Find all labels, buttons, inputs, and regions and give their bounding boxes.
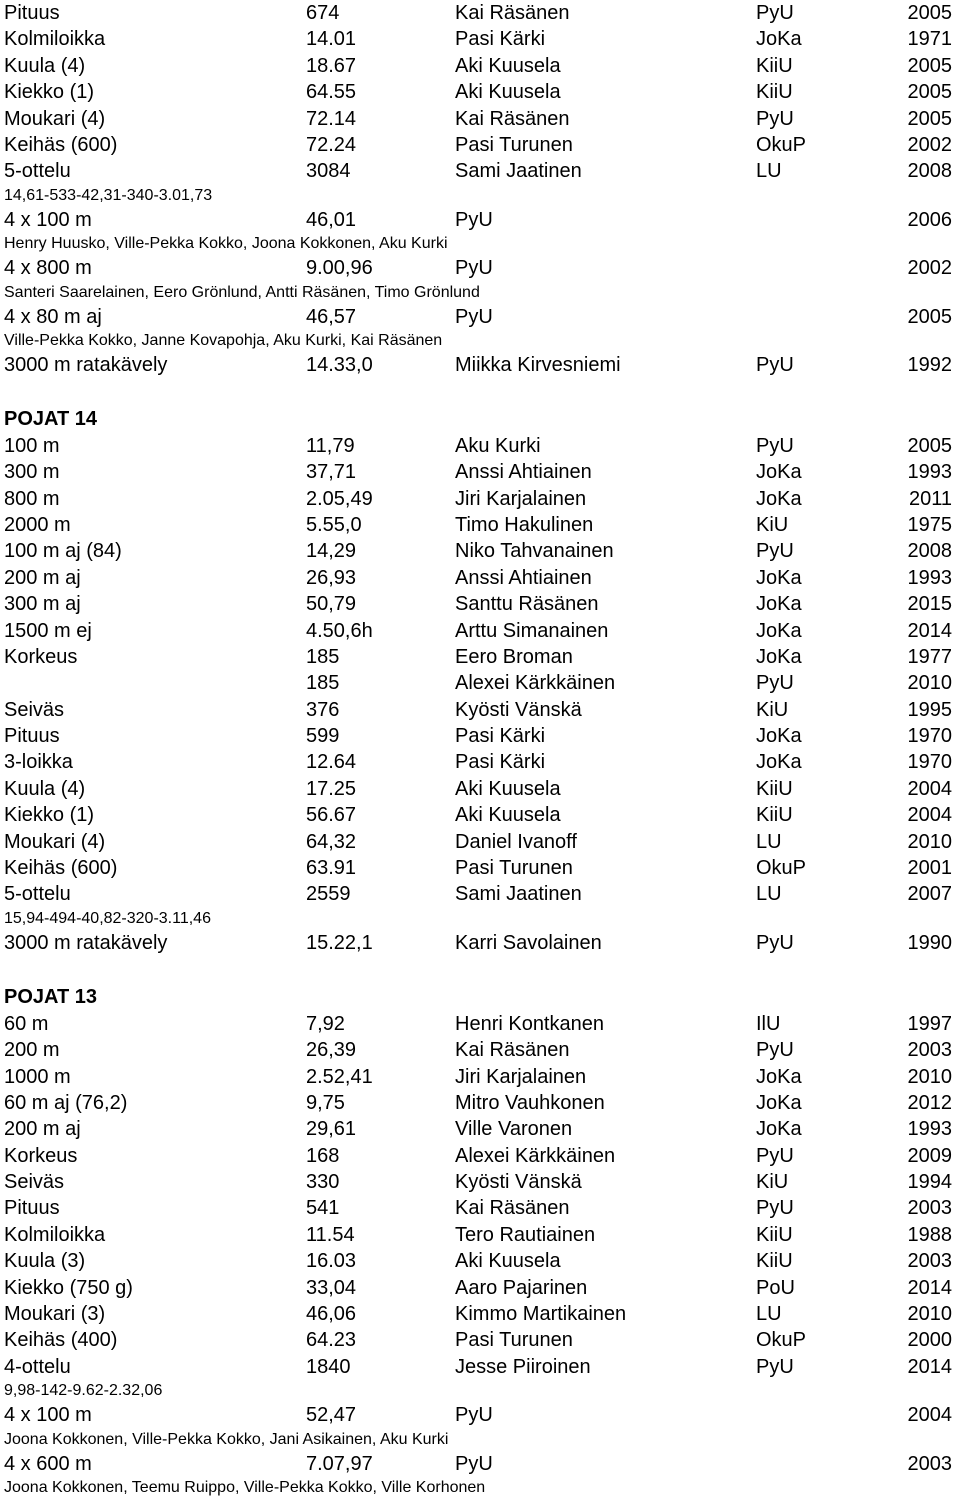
athlete-cell: Karri Savolainen xyxy=(455,931,602,954)
club-cell: LU xyxy=(756,830,782,853)
athlete-cell: Anssi Ahtiainen xyxy=(455,566,592,589)
year-cell: 2000 xyxy=(907,1329,952,1352)
year-cell: 2008 xyxy=(907,540,952,563)
record-note: 14,61-533-42,31-340-3.01,73 xyxy=(4,186,213,204)
club-cell: KiU xyxy=(756,1171,789,1194)
athlete-cell: Jesse Piiroinen xyxy=(455,1355,591,1378)
result-cell: 4.50,6h xyxy=(306,619,373,642)
record-row xyxy=(4,1222,960,1248)
club-cell: IlU xyxy=(756,1012,781,1035)
athlete-cell: Arttu Simanainen xyxy=(455,619,609,642)
record-row xyxy=(4,255,960,281)
club-cell: LU xyxy=(756,160,782,183)
athlete-cell: PyU xyxy=(455,208,493,231)
result-cell: 63.91 xyxy=(306,857,357,880)
year-cell: 1997 xyxy=(907,1012,952,1035)
club-cell: OkuP xyxy=(756,1329,807,1352)
club-cell: JoKa xyxy=(756,1091,802,1114)
year-cell: 2003 xyxy=(907,1250,952,1273)
record-row xyxy=(4,1116,960,1142)
event-cell: Kuula (4) xyxy=(4,777,86,800)
club-cell: PyU xyxy=(756,1355,794,1378)
athlete-cell: PyU xyxy=(455,1404,493,1427)
athlete-cell: Aki Kuusela xyxy=(455,54,561,77)
event-cell: 5-ottelu xyxy=(4,160,71,183)
athlete-cell: Mitro Vauhkonen xyxy=(455,1091,605,1114)
club-cell: LU xyxy=(756,883,782,906)
event-cell: Pituus xyxy=(4,2,60,24)
section-heading: POJAT 14 xyxy=(4,408,97,431)
record-row xyxy=(4,304,960,330)
event-cell: 1500 m ej xyxy=(4,619,92,642)
athlete-cell: Aki Kuusela xyxy=(455,1250,561,1273)
club-cell: PyU xyxy=(756,1039,794,1062)
club-cell: JoKa xyxy=(756,593,802,616)
year-cell: 2011 xyxy=(908,487,952,510)
record-row xyxy=(4,1248,960,1274)
event-cell: Kiekko (750 g) xyxy=(4,1276,133,1299)
result-cell: 7.07,97 xyxy=(306,1452,373,1475)
event-cell: 4 x 100 m xyxy=(4,1404,92,1427)
event-cell: Korkeus xyxy=(4,645,78,668)
event-cell: 200 m aj xyxy=(4,566,81,589)
event-cell: 60 m xyxy=(4,1012,49,1035)
event-cell: 300 m aj xyxy=(4,593,81,616)
event-cell: Kuula (3) xyxy=(4,1250,86,1273)
record-row xyxy=(4,618,960,644)
record-note: Ville-Pekka Kokko, Janne Kovapohja, Aku Kurki, Kai Räsänen xyxy=(4,331,443,349)
athlete-cell: Pasi Kärki xyxy=(455,751,546,774)
year-cell: 1970 xyxy=(907,751,952,774)
record-note: 15,94-494-40,82-320-3.11,46 xyxy=(4,909,211,927)
event-cell: 4 x 80 m aj xyxy=(4,305,102,328)
result-cell: 2559 xyxy=(306,883,351,906)
club-cell: PyU xyxy=(756,540,794,563)
year-cell: 1970 xyxy=(907,725,952,748)
event-cell: 800 m xyxy=(4,487,60,510)
result-cell: 64.23 xyxy=(306,1329,357,1352)
year-cell: 2002 xyxy=(907,133,952,156)
year-cell: 2007 xyxy=(907,883,952,906)
result-cell: 7,92 xyxy=(306,1012,345,1035)
record-row xyxy=(4,207,960,233)
record-row xyxy=(4,776,960,802)
record-row xyxy=(4,881,960,907)
record-row xyxy=(4,1090,960,1116)
record-row xyxy=(4,79,960,105)
result-cell: 52,47 xyxy=(306,1404,357,1427)
club-cell: JoKa xyxy=(756,1118,802,1141)
year-cell: 2014 xyxy=(907,1276,952,1299)
club-cell: KiiU xyxy=(756,804,793,827)
club-cell: OkuP xyxy=(756,133,807,156)
record-row xyxy=(4,1301,960,1327)
year-cell: 2005 xyxy=(907,434,952,457)
year-cell: 1993 xyxy=(907,1118,952,1141)
result-cell: 1840 xyxy=(306,1355,351,1378)
record-row xyxy=(4,106,960,132)
event-cell: Moukari (4) xyxy=(4,830,106,853)
year-cell: 2005 xyxy=(907,2,952,24)
athlete-cell: Aki Kuusela xyxy=(455,777,561,800)
club-cell: KiU xyxy=(756,513,789,536)
record-row xyxy=(4,749,960,775)
result-cell: 46,01 xyxy=(306,208,357,231)
club-cell: PyU xyxy=(756,931,794,954)
event-cell: 200 m aj xyxy=(4,1118,81,1141)
athlete-cell: Aki Kuusela xyxy=(455,81,561,104)
record-note: Santeri Saarelainen, Eero Grönlund, Antti Räsänen, Timo Grönlund xyxy=(4,283,480,301)
record-row xyxy=(4,829,960,855)
result-cell: 5.55,0 xyxy=(306,513,362,536)
year-cell: 2004 xyxy=(907,1404,952,1427)
athlete-cell: Henri Kontkanen xyxy=(455,1012,604,1035)
club-cell: PyU xyxy=(756,353,794,376)
athlete-cell: Pasi Turunen xyxy=(455,133,573,156)
athlete-cell: Sami Jaatinen xyxy=(455,883,582,906)
club-cell: JoKa xyxy=(756,619,802,642)
event-cell: 4 x 600 m xyxy=(4,1452,92,1475)
result-cell: 72.14 xyxy=(306,107,357,130)
club-cell: PyU xyxy=(756,1197,794,1220)
record-row xyxy=(4,0,960,26)
result-cell: 17.25 xyxy=(306,777,357,800)
event-cell: Moukari (4) xyxy=(4,107,106,130)
athlete-cell: Miikka Kirvesniemi xyxy=(455,353,621,376)
athlete-cell: Pasi Kärki xyxy=(455,28,546,51)
record-row xyxy=(4,1037,960,1063)
event-cell: 3000 m ratakävely xyxy=(4,931,168,954)
record-row xyxy=(4,132,960,158)
club-cell: JoKa xyxy=(756,1065,802,1088)
event-cell: 3000 m ratakävely xyxy=(4,353,168,376)
record-row xyxy=(4,930,960,956)
record-row xyxy=(4,723,960,749)
club-cell: PoU xyxy=(756,1276,795,1299)
section-heading: POJAT 13 xyxy=(4,986,97,1009)
record-row xyxy=(4,697,960,723)
event-cell: 2000 m xyxy=(4,513,71,536)
year-cell: 2010 xyxy=(907,672,952,695)
event-cell: 4 x 800 m xyxy=(4,257,92,280)
club-cell: JoKa xyxy=(756,725,802,748)
result-cell: 541 xyxy=(306,1197,340,1220)
result-cell: 2.52,41 xyxy=(306,1065,373,1088)
event-cell: Moukari (3) xyxy=(4,1303,106,1326)
record-row xyxy=(4,1064,960,1090)
record-row xyxy=(4,855,960,881)
result-cell: 50,79 xyxy=(306,593,357,616)
athlete-cell: Kyösti Vänskä xyxy=(455,698,582,721)
year-cell: 1993 xyxy=(907,461,952,484)
record-row xyxy=(4,1143,960,1169)
event-cell: 60 m aj (76,2) xyxy=(4,1091,128,1114)
year-cell: 2005 xyxy=(907,54,952,77)
year-cell: 2001 xyxy=(907,857,952,880)
result-cell: 9.00,96 xyxy=(306,257,373,280)
result-cell: 33,04 xyxy=(306,1276,357,1299)
event-cell: Keihäs (600) xyxy=(4,133,118,156)
year-cell: 2014 xyxy=(907,1355,952,1378)
event-cell: Seiväs xyxy=(4,1171,65,1194)
club-cell: PyU xyxy=(756,2,794,24)
year-cell: 2006 xyxy=(907,208,952,231)
athlete-cell: Santtu Räsänen xyxy=(455,593,599,616)
athlete-cell: Pasi Kärki xyxy=(455,725,546,748)
event-cell: Kuula (4) xyxy=(4,54,86,77)
record-row xyxy=(4,538,960,564)
year-cell: 2009 xyxy=(907,1144,952,1167)
result-cell: 168 xyxy=(306,1144,340,1167)
event-cell: 100 m aj (84) xyxy=(4,540,122,563)
record-row xyxy=(4,352,960,378)
event-cell: 100 m xyxy=(4,434,60,457)
year-cell: 2010 xyxy=(907,1065,952,1088)
year-cell: 1993 xyxy=(907,566,952,589)
athlete-cell: Alexei Kärkkäinen xyxy=(455,672,616,695)
event-cell: 1000 m xyxy=(4,1065,71,1088)
record-row xyxy=(4,1327,960,1353)
athlete-cell: Pasi Turunen xyxy=(455,857,573,880)
club-cell: OkuP xyxy=(756,857,807,880)
result-cell: 376 xyxy=(306,698,340,721)
athlete-cell: Ville Varonen xyxy=(455,1118,573,1141)
result-cell: 29,61 xyxy=(306,1118,357,1141)
record-row xyxy=(4,1275,960,1301)
event-cell: Kiekko (1) xyxy=(4,81,95,104)
year-cell: 2014 xyxy=(907,619,952,642)
club-cell: KiiU xyxy=(756,54,793,77)
club-cell: JoKa xyxy=(756,751,802,774)
result-cell: 674 xyxy=(306,2,340,24)
year-cell: 2002 xyxy=(907,257,952,280)
athlete-cell: Aki Kuusela xyxy=(455,804,561,827)
club-cell: KiiU xyxy=(756,81,793,104)
year-cell: 1975 xyxy=(907,513,952,536)
athlete-cell: Kai Räsänen xyxy=(455,107,570,130)
year-cell: 1977 xyxy=(907,645,952,668)
result-cell: 12.64 xyxy=(306,751,357,774)
event-cell: 4-ottelu xyxy=(4,1355,71,1378)
athlete-cell: PyU xyxy=(455,257,493,280)
record-row xyxy=(4,670,960,696)
result-cell: 14,29 xyxy=(306,540,357,563)
club-cell: LU xyxy=(756,1303,782,1326)
year-cell: 1990 xyxy=(907,931,952,954)
club-cell: PyU xyxy=(756,672,794,695)
year-cell: 1992 xyxy=(907,353,952,376)
club-cell: JoKa xyxy=(756,461,802,484)
athlete-cell: Jiri Karjalainen xyxy=(455,487,587,510)
athlete-cell: Eero Broman xyxy=(455,645,573,668)
result-cell: 185 xyxy=(306,672,340,695)
event-cell: Pituus xyxy=(4,725,60,748)
record-row xyxy=(4,1402,960,1428)
club-cell: KiiU xyxy=(756,1223,793,1246)
record-row xyxy=(4,486,960,512)
event-cell: 200 m xyxy=(4,1039,60,1062)
athlete-cell: Daniel Ivanoff xyxy=(455,830,577,853)
year-cell: 1971 xyxy=(907,28,952,51)
record-note: Henry Huusko, Ville-Pekka Kokko, Joona Kokkonen, Aku Kurki xyxy=(4,235,448,253)
result-cell: 56.67 xyxy=(306,804,357,827)
year-cell: 2012 xyxy=(907,1091,952,1114)
year-cell: 2004 xyxy=(907,777,952,800)
record-row xyxy=(4,53,960,79)
year-cell: 2010 xyxy=(907,1303,952,1326)
year-cell: 2005 xyxy=(907,305,952,328)
record-note: Joona Kokkonen, Ville-Pekka Kokko, Jani Asikainen, Aku Kurki xyxy=(4,1430,449,1448)
section-gap xyxy=(4,956,960,984)
year-cell: 2015 xyxy=(907,593,952,616)
athlete-cell: PyU xyxy=(455,1452,493,1475)
year-cell: 1994 xyxy=(907,1171,952,1194)
club-cell: JoKa xyxy=(756,645,802,668)
result-cell: 18.67 xyxy=(306,54,357,77)
event-cell: 300 m xyxy=(4,461,60,484)
event-cell: Keihäs (600) xyxy=(4,857,118,880)
record-note: Joona Kokkonen, Teemu Ruippo, Ville-Pekka Kokko, Ville Korhonen xyxy=(4,1478,486,1496)
event-cell: Korkeus xyxy=(4,1144,78,1167)
result-cell: 15.22,1 xyxy=(306,931,373,954)
result-cell: 26,93 xyxy=(306,566,357,589)
event-cell: Pituus xyxy=(4,1197,60,1220)
record-row xyxy=(4,1195,960,1221)
club-cell: PyU xyxy=(756,1144,794,1167)
club-cell: KiiU xyxy=(756,777,793,800)
result-cell: 14.33,0 xyxy=(306,353,373,376)
athlete-cell: Sami Jaatinen xyxy=(455,160,582,183)
record-row xyxy=(4,591,960,617)
record-row xyxy=(4,644,960,670)
event-cell: Kolmiloikka xyxy=(4,1223,106,1246)
year-cell: 2005 xyxy=(907,107,952,130)
record-row xyxy=(4,565,960,591)
athlete-cell: Anssi Ahtiainen xyxy=(455,461,592,484)
record-row xyxy=(4,802,960,828)
event-cell: 5-ottelu xyxy=(4,883,71,906)
result-cell: 64,32 xyxy=(306,830,357,853)
athlete-cell: PyU xyxy=(455,305,493,328)
year-cell: 2003 xyxy=(907,1197,952,1220)
record-row xyxy=(4,1169,960,1195)
record-note: 9,98-142-9.62-2.32,06 xyxy=(4,1382,163,1400)
result-cell: 11.54 xyxy=(306,1223,355,1246)
record-row xyxy=(4,1011,960,1037)
year-cell: 1988 xyxy=(907,1223,952,1246)
athlete-cell: Kai Räsänen xyxy=(455,1039,570,1062)
athlete-cell: Aaro Pajarinen xyxy=(455,1276,588,1299)
result-cell: 2.05,49 xyxy=(306,487,373,510)
event-cell: Kolmiloikka xyxy=(4,28,106,51)
result-cell: 46,57 xyxy=(306,305,357,328)
record-row xyxy=(4,512,960,538)
result-cell: 64.55 xyxy=(306,81,357,104)
record-row xyxy=(4,433,960,459)
year-cell: 2010 xyxy=(907,830,952,853)
athlete-cell: Timo Hakulinen xyxy=(455,513,594,536)
result-cell: 599 xyxy=(306,725,340,748)
athlete-cell: Kai Räsänen xyxy=(455,2,570,24)
event-cell: 4 x 100 m xyxy=(4,208,92,231)
record-row xyxy=(4,1451,960,1477)
club-cell: PyU xyxy=(756,434,794,457)
athlete-cell: Niko Tahvanainen xyxy=(455,540,614,563)
athlete-cell: Aku Kurki xyxy=(455,434,541,457)
event-cell: 3-loikka xyxy=(4,751,73,774)
year-cell: 2005 xyxy=(907,81,952,104)
athlete-cell: Alexei Kärkkäinen xyxy=(455,1144,616,1167)
result-cell: 11,79 xyxy=(306,434,355,457)
result-cell: 46,06 xyxy=(306,1303,357,1326)
result-cell: 37,71 xyxy=(306,461,357,484)
result-cell: 14.01 xyxy=(306,28,357,51)
section-gap xyxy=(4,378,960,406)
result-cell: 3084 xyxy=(306,160,351,183)
year-cell: 2004 xyxy=(907,804,952,827)
record-row xyxy=(4,459,960,485)
result-cell: 72.24 xyxy=(306,133,357,156)
club-cell: PyU xyxy=(756,107,794,130)
result-cell: 16.03 xyxy=(306,1250,357,1273)
athlete-cell: Jiri Karjalainen xyxy=(455,1065,587,1088)
year-cell: 2003 xyxy=(907,1039,952,1062)
athlete-cell: Tero Rautiainen xyxy=(455,1223,596,1246)
year-cell: 2008 xyxy=(907,160,952,183)
event-cell: Seiväs xyxy=(4,698,65,721)
year-cell: 1995 xyxy=(907,698,952,721)
club-cell: KiiU xyxy=(756,1250,793,1273)
event-cell: Kiekko (1) xyxy=(4,804,95,827)
result-cell: 9,75 xyxy=(306,1091,345,1114)
event-cell: Keihäs (400) xyxy=(4,1329,118,1352)
athlete-cell: Kai Räsänen xyxy=(455,1197,570,1220)
club-cell: JoKa xyxy=(756,487,802,510)
record-row xyxy=(4,1354,960,1380)
record-row xyxy=(4,158,960,184)
result-cell: 26,39 xyxy=(306,1039,357,1062)
club-cell: KiU xyxy=(756,698,789,721)
club-cell: JoKa xyxy=(756,566,802,589)
year-cell: 2003 xyxy=(907,1452,952,1475)
athlete-cell: Pasi Turunen xyxy=(455,1329,573,1352)
athlete-cell: Kyösti Vänskä xyxy=(455,1171,582,1194)
result-cell: 185 xyxy=(306,645,340,668)
athlete-cell: Kimmo Martikainen xyxy=(455,1303,627,1326)
result-cell: 330 xyxy=(306,1171,340,1194)
record-row xyxy=(4,26,960,52)
club-cell: JoKa xyxy=(756,28,802,51)
